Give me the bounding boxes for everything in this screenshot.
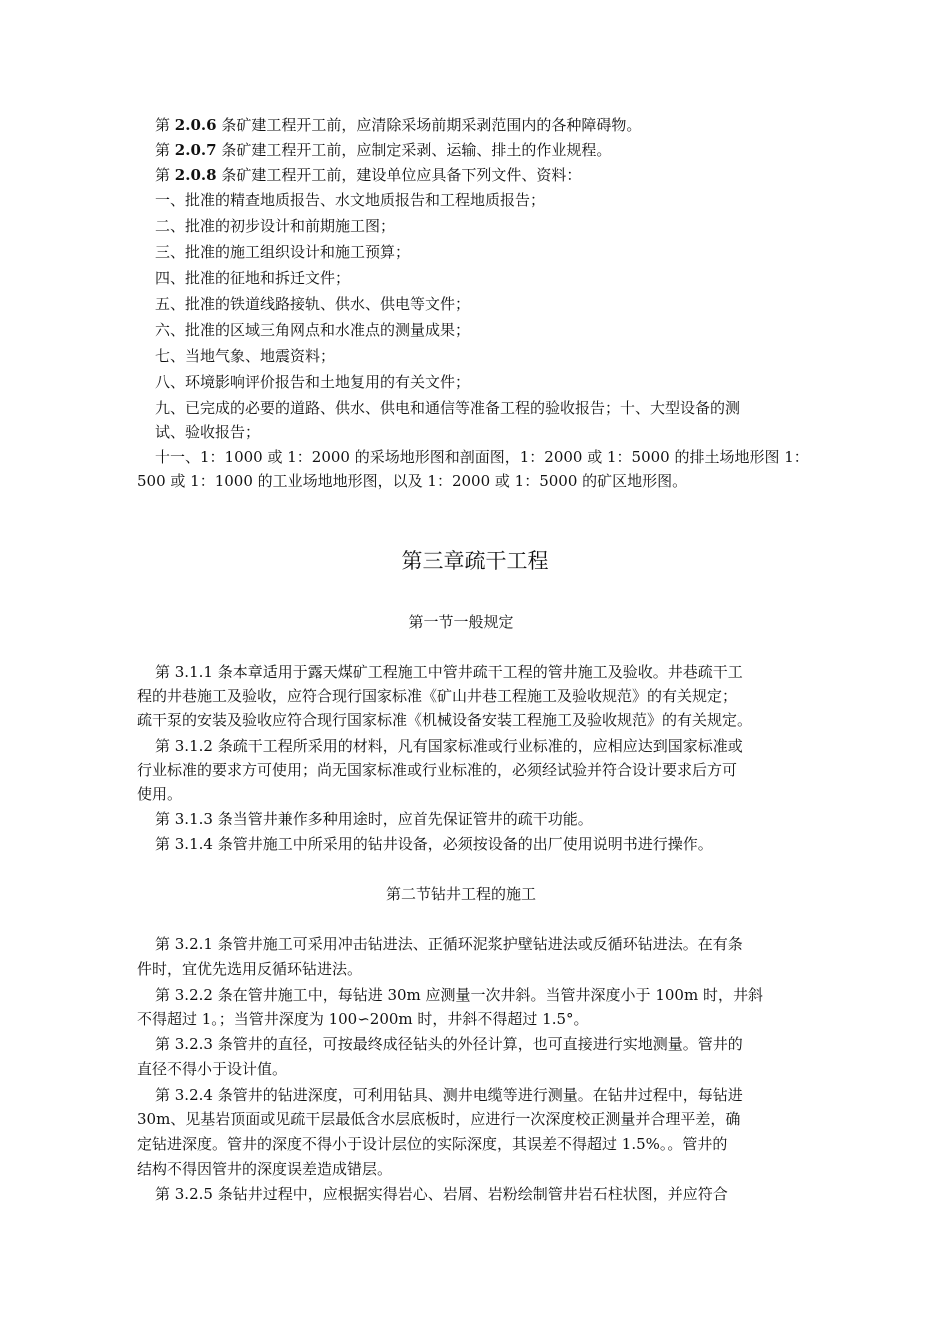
clause-text: 条矿建工程开工前，建设单位应具备下列文件、资料： bbox=[216, 166, 582, 184]
paragraph-line: 疏干泵的安装及验收应符合现行国家标准《机械设备安装工程施工及验收规范》的有关规定。 bbox=[137, 711, 753, 729]
paragraph-line: 第 3.2.3 条管井的直径，可按最终成径钻头的外径计算，也可直接进行实地测量。管井的 bbox=[155, 1035, 743, 1053]
paragraph-line: 第 3.1.1 条本章适用于露天煤矿工程施工中管井疏干工程的管井施工及验收。井巷疏干工 bbox=[155, 663, 743, 681]
paragraph-line: 直径不得小于设计值。 bbox=[137, 1060, 288, 1078]
list-item-11-line2: 500 或 1：1000 的工业场地地形图，以及 1：2000 或 1：5000 的矿区地形图。 bbox=[137, 472, 688, 490]
list-item: 三、批准的施工组织设计和施工预算； bbox=[155, 243, 411, 261]
paragraph-line: 第 3.2.5 条钻井过程中，应根据实得岩心、岩屑、岩粉绘制管井岩石柱状图，并应符合 bbox=[155, 1185, 728, 1203]
paragraph-line: 第 3.1.3 条当管井兼作多种用途时，应首先保证管井的疏干功能。 bbox=[155, 810, 593, 828]
clause-number: 2.0.7 bbox=[174, 141, 217, 159]
list-item: 八、环境影响评价报告和土地复用的有关文件； bbox=[155, 373, 471, 391]
paragraph-line: 结构不得因管井的深度误差造成错层。 bbox=[137, 1160, 393, 1178]
section-title: 第二节钻井工程的施工 bbox=[385, 885, 536, 903]
paragraph-line: 不得超过 1。；当管井深度为 100∽200m 时，井斜不得超过 1.5°。 bbox=[137, 1010, 589, 1028]
section-title: 第一节一般规定 bbox=[408, 613, 514, 631]
clause-2-0-8 bbox=[155, 165, 581, 185]
paragraph-line: 第 3.2.4 条管井的钻进深度，可利用钻具、测井电缆等进行测量。在钻井过程中，每钻进 bbox=[155, 1086, 743, 1104]
clause-text: 条矿建工程开工前，应制定采剥、运输、排土的作业规程。 bbox=[216, 141, 612, 159]
paragraph-line: 使用。 bbox=[137, 785, 183, 803]
clause-text: 条矿建工程开工前，应清除采场前期采剥范围内的各种障碍物。 bbox=[216, 116, 642, 134]
list-item: 六、批准的区域三角网点和水准点的测量成果； bbox=[155, 321, 471, 339]
chapter-title: 第三章疏干工程 bbox=[401, 549, 549, 573]
paragraph-line: 第 3.1.2 条疏干工程所采用的材料，凡有国家标准或行业标准的，应相应达到国家标准或 bbox=[155, 737, 743, 755]
list-item-9-line1: 九、已完成的必要的道路、供水、供电和通信等准备工程的验收报告；十、大型设备的测 bbox=[155, 399, 741, 417]
paragraph-line: 第 3.1.4 条管井施工中所采用的钻井设备，必须按设备的出厂使用说明书进行操作。 bbox=[155, 835, 713, 853]
paragraph-line: 件时，宜优先选用反循环钻进法。 bbox=[137, 960, 363, 978]
clause-number: 2.0.8 bbox=[174, 166, 217, 184]
paragraph-line: 第 3.2.2 条在管井施工中，每钻进 30m 应测量一次井斜。当管井深度小于 100m 时，井斜 bbox=[155, 986, 763, 1004]
list-item-11-line1: 十一、1：1000 或 1：2000 的采场地形图和剖面图，1：2000 或 1：5000 的排土场地形图 1： bbox=[155, 448, 809, 466]
paragraph-line: 定钻进深度。管井的深度不得小于设计层位的实际深度，其误差不得超过 1.5%。。管井的 bbox=[137, 1135, 728, 1153]
paragraph-line: 程的井巷施工及验收，应符合现行国家标准《矿山井巷工程施工及验收规范》的有关规定； bbox=[137, 687, 738, 705]
list-item-9-line2: 试、验收报告； bbox=[155, 423, 261, 441]
clause-2-0-6 bbox=[155, 115, 641, 135]
list-item: 五、批准的铁道线路接轨、供水、供电等文件； bbox=[155, 295, 471, 313]
clause-prefix: 第 bbox=[155, 141, 175, 159]
list-item: 二、批准的初步设计和前期施工图； bbox=[155, 217, 396, 235]
list-item: 七、当地气象、地震资料； bbox=[155, 347, 336, 365]
list-item: 四、批准的征地和拆迁文件； bbox=[155, 269, 351, 287]
paragraph-line: 第 3.2.1 条管井施工可采用冲击钻进法、正循环泥浆护壁钻进法或反循环钻进法。在有条 bbox=[155, 935, 743, 953]
clause-prefix: 第 bbox=[155, 166, 175, 184]
paragraph-line: 30m、见基岩顶面或见疏干层最低含水层底板时，应进行一次深度校正测量并合理平差，确 bbox=[137, 1110, 741, 1128]
list-item: 一、批准的精查地质报告、水文地质报告和工程地质报告； bbox=[155, 191, 546, 209]
clause-number: 2.0.6 bbox=[174, 116, 217, 134]
clause-prefix: 第 bbox=[155, 116, 175, 134]
paragraph-line: 行业标准的要求方可使用；尚无国家标准或行业标准的，必须经试验并符合设计要求后方可 bbox=[137, 761, 738, 779]
clause-2-0-7 bbox=[155, 140, 611, 160]
